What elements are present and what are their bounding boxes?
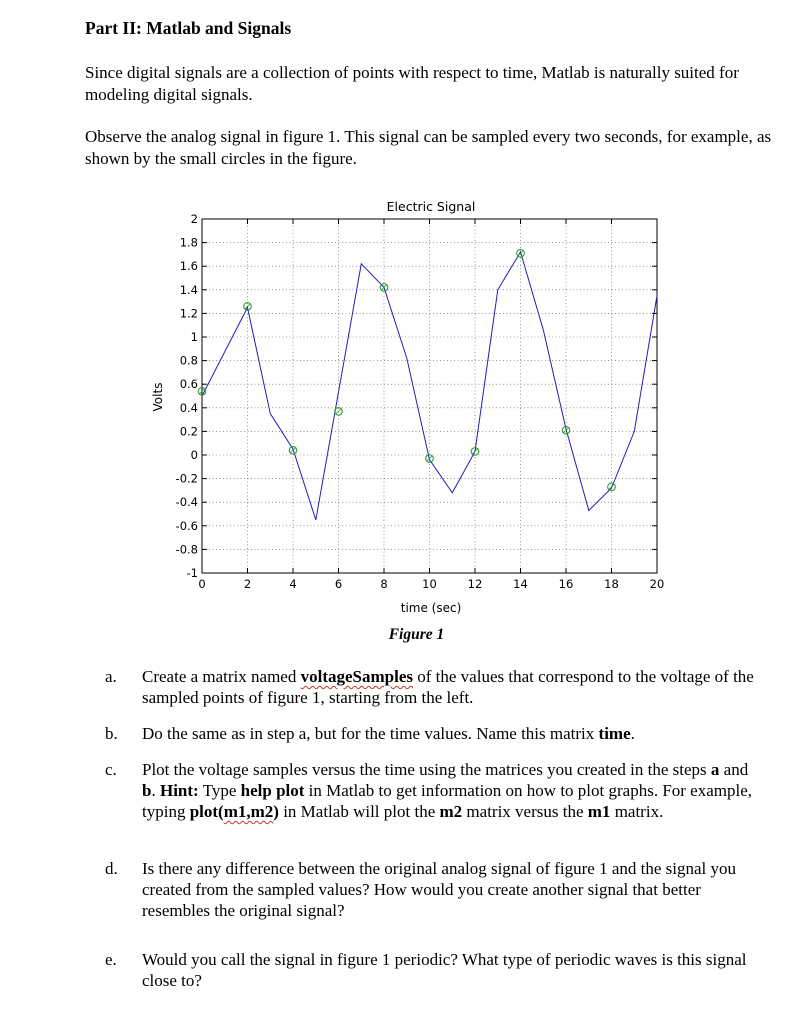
question-letter: d.: [105, 859, 118, 878]
section-heading: Part II: Matlab and Signals: [85, 18, 292, 38]
question-letter: c.: [105, 760, 117, 779]
question-list: [105, 666, 765, 1006]
y-tick-label: 2: [190, 212, 198, 226]
y-tick-label: -0.4: [175, 495, 198, 510]
y-tick-label: 0.2: [179, 424, 198, 439]
y-tick-label: -0.2: [175, 471, 198, 486]
x-tick-label: 14: [513, 577, 528, 591]
term-voltage-samples: voltageSamples: [300, 667, 413, 686]
x-tick-label: 0: [198, 577, 206, 591]
electric-signal-chart: [145, 192, 685, 622]
intro-paragraph: Since digital signals are a collection of points with respect to time, Matlab is naturally suited for modeling digital signals.: [85, 63, 739, 104]
y-axis-label: Volts: [151, 382, 165, 412]
help-plot-command: help plot: [240, 781, 305, 800]
question-a: a. Create a matrix named voltageSamples of the values that correspond to the voltage of the sampled points of figure 1, starting from the left.: [105, 667, 754, 707]
y-tick-label: 1.4: [179, 282, 198, 297]
y-tick-label: 1.8: [179, 235, 198, 250]
x-tick-label: 2: [243, 577, 252, 591]
x-tick-label: 8: [380, 577, 388, 591]
question-c: c. Plot the voltage samples versus the time using the matrices you created in the steps a and b. Hint: Type help plot in Matlab to get information on how to plot graphs. For example, typing plot(m1,m2) in Matlab will plot the m2 matrix versus the m1 matrix.: [105, 760, 753, 821]
y-tick-label: 1: [190, 330, 198, 344]
figure-caption: Figure 1: [388, 626, 445, 643]
question-d: d. Is there any difference between the original analog signal of figure 1 and the signal you created from the sampled values? How would you create another signal that better resembles the original signal?: [105, 859, 737, 920]
question-b: b. Do the same as in step a, but for the time values. Name this matrix time.: [105, 724, 635, 743]
y-tick-label: 0: [190, 448, 198, 462]
x-axis-label: time (sec): [400, 601, 462, 615]
y-tick-label: -1: [186, 566, 198, 580]
question-letter: a.: [105, 667, 117, 686]
y-tick-label: -0.6: [175, 518, 198, 533]
question-e: e. Would you call the signal in figure 1 periodic? What type of periodic waves is this signal close to?: [105, 950, 747, 990]
observe-paragraph: Observe the analog signal in figure 1. This signal can be sampled every two seconds, for example, as shown by the small circles in the figure.: [85, 127, 772, 168]
y-tick-label: 1.2: [179, 306, 198, 321]
y-tick-label: 0.8: [179, 353, 198, 368]
x-tick-label: 16: [558, 577, 574, 591]
question-letter: e.: [105, 950, 117, 969]
y-tick-label: 1.6: [179, 259, 198, 274]
chart-title: Electric Signal: [386, 199, 476, 214]
y-tick-label: 0.4: [179, 400, 198, 415]
x-tick-label: 18: [604, 577, 619, 591]
question-letter: b.: [105, 724, 118, 743]
x-tick-label: 10: [422, 577, 437, 591]
x-tick-label: 20: [649, 577, 665, 591]
x-tick-label: 12: [467, 577, 483, 591]
hint-label: Hint:: [159, 781, 199, 800]
term-time: time: [598, 724, 631, 743]
x-tick-label: 6: [334, 577, 343, 591]
x-tick-label: 4: [289, 577, 297, 591]
y-tick-label: -0.8: [175, 542, 198, 557]
y-tick-label: 0.6: [179, 377, 198, 392]
plot-command: plot(m1,m2): [189, 802, 279, 821]
